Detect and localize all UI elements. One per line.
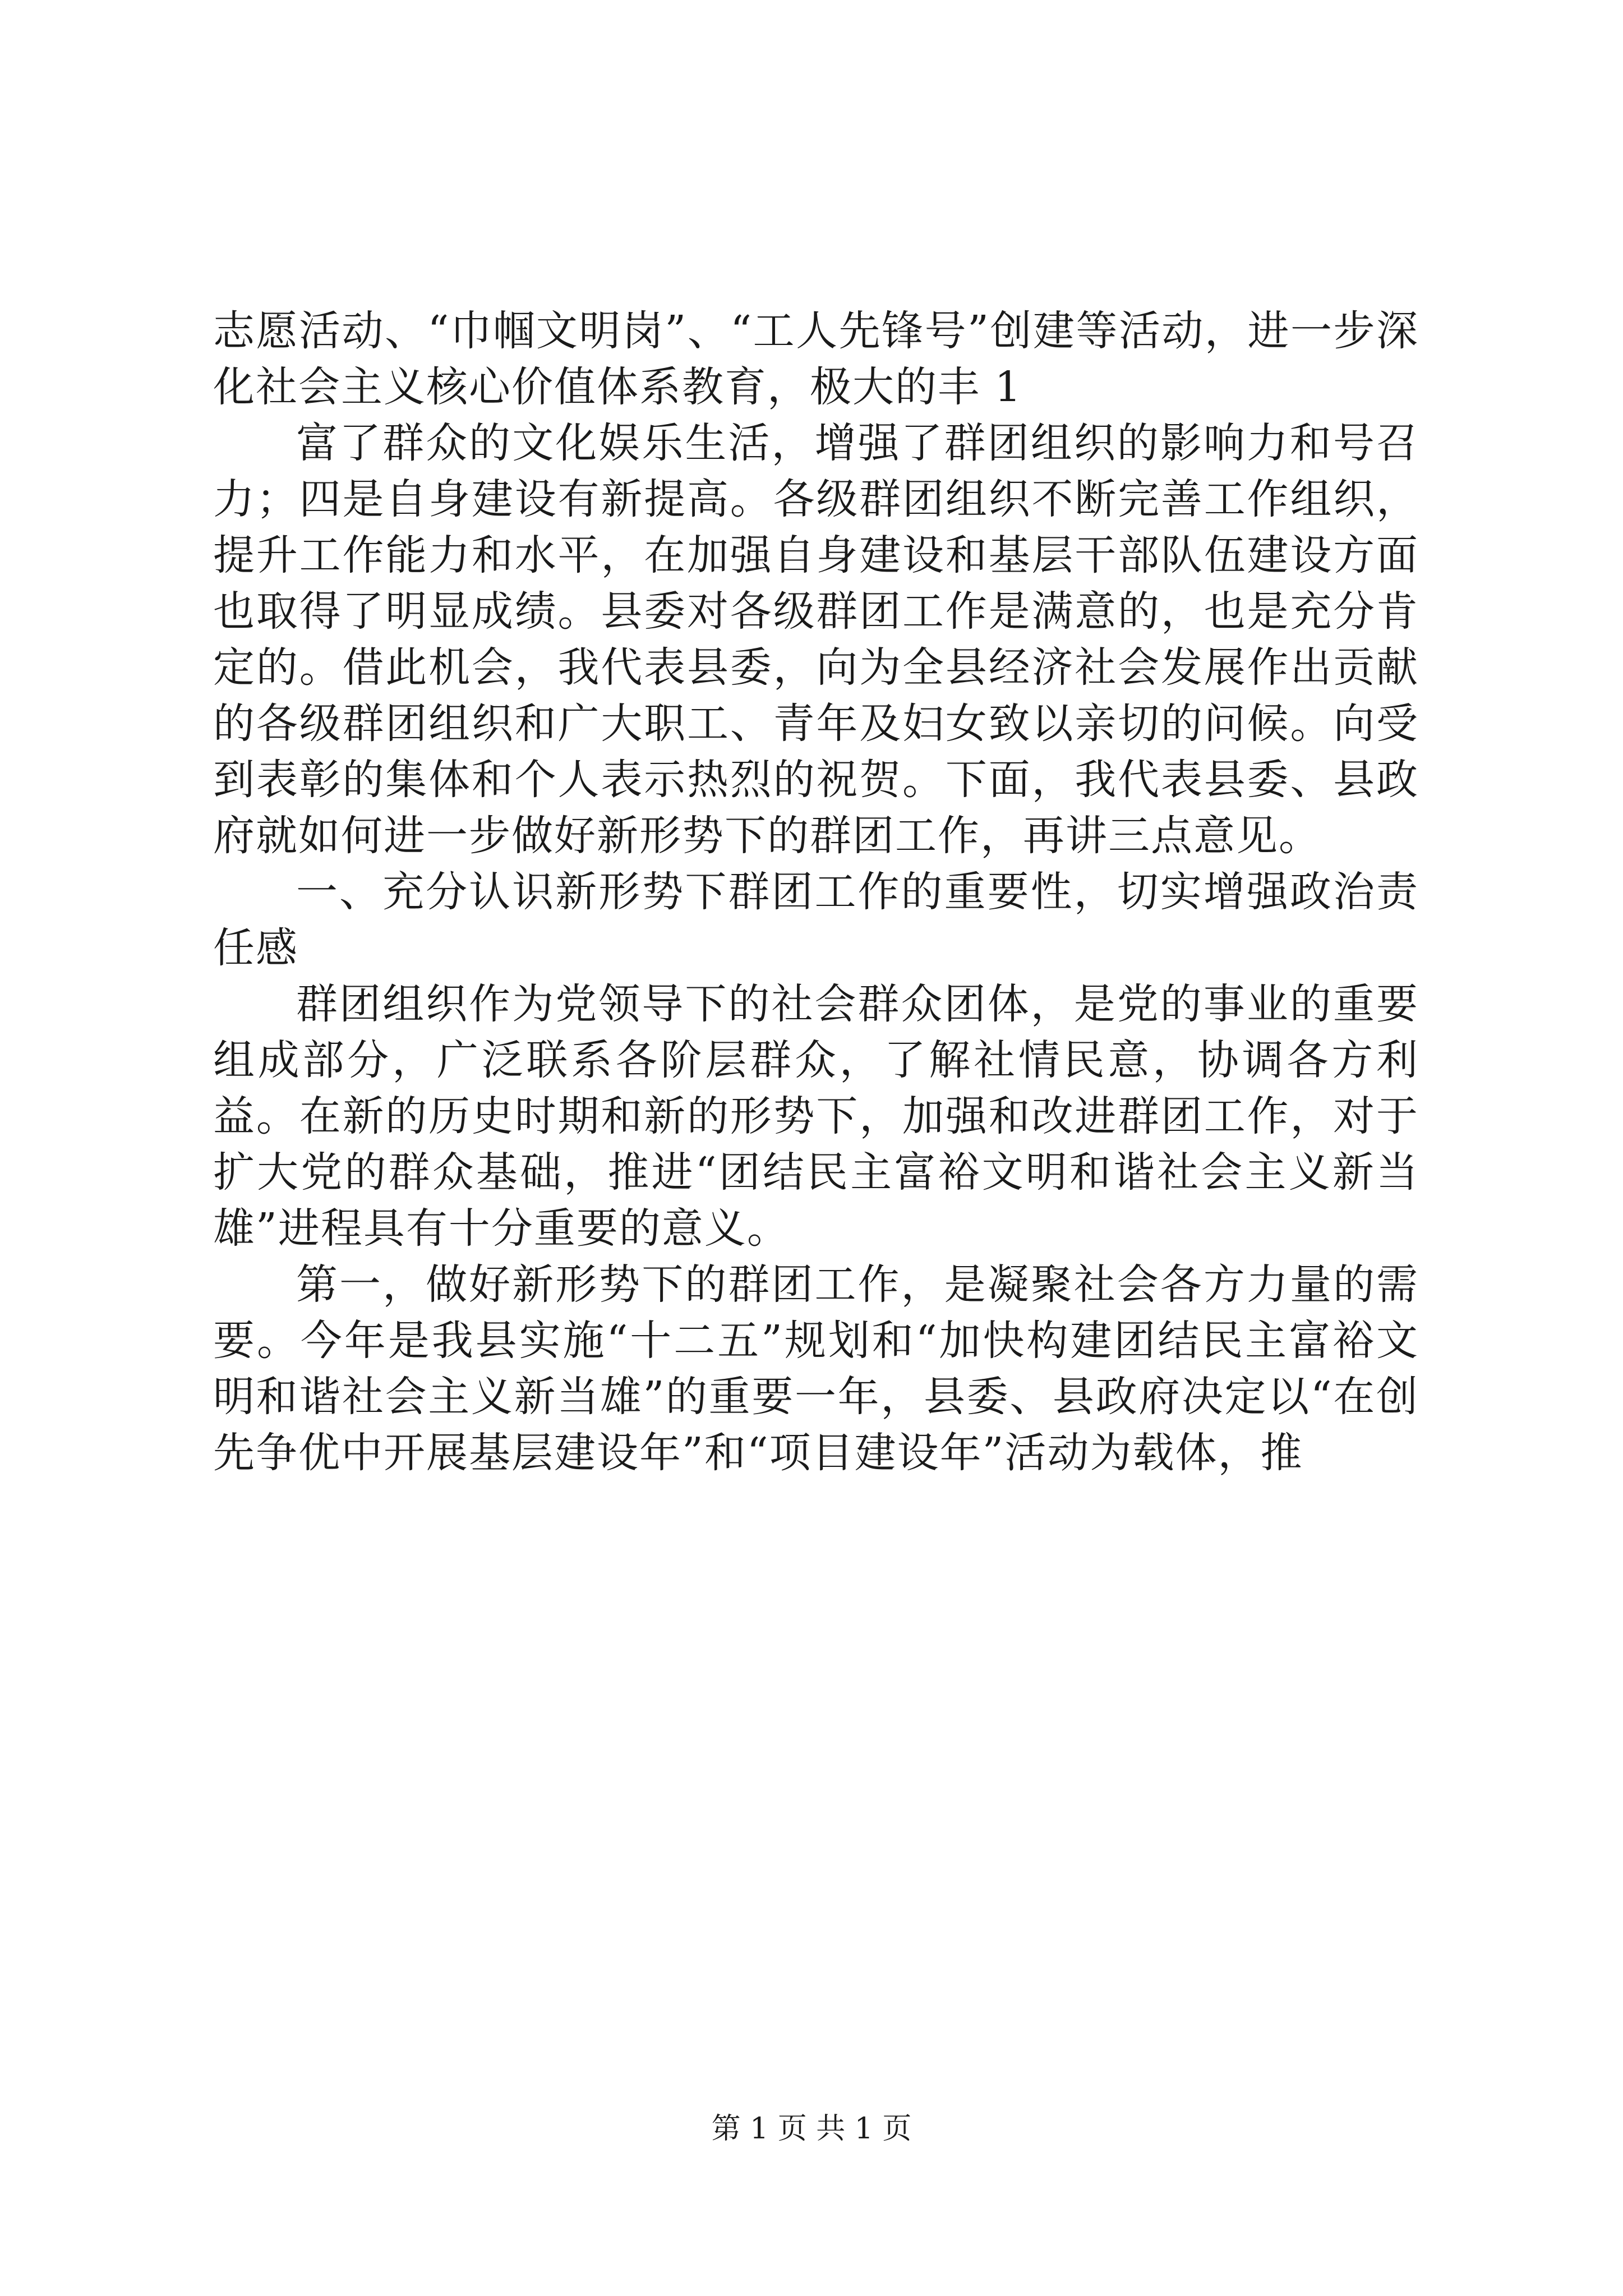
paragraph-1: 志愿活动、“巾帼文明岗”、“工人先锋号”创建等活动，进一步深化社会主义核心价值体系教育，极大的丰 1 bbox=[213, 307, 1419, 411]
paragraph-4: 第一，做好新形势下的群团工作，是凝聚社会各方力量的需要。今年是我县实施“十二五”规划和“加快构建团结民主富裕文明和谐社会主义新当雄”的重要一年，县委、县政府决定以“在创先争优中开展基层建设年”和“项目建设年”活动为载体，推 bbox=[213, 1260, 1419, 1477]
section-heading-1: 一、充分认识新形势下群团工作的重要性，切实增强政治责任感 bbox=[213, 868, 1419, 972]
page-footer: 第 1 页 共 1 页 bbox=[711, 2112, 912, 2146]
paragraph-2: 富了群众的文化娱乐生活，增强了群团组织的影响力和号召力；四是自身建设有新提高。各级群团组织不断完善工作组织，提升工作能力和水平，在加强自身建设和基层干部队伍建设方面也取得了明显成绩。县委对各级群团工作是满意的，也是充分肯定的。借此机会，我代表县委，向为全县经济社会发展作出贡献的各级群团组织和广大职工、青年及妇女致以亲切的问候。向受到表彰的集体和个人表示热烈的祝贺。下面，我代表县委、县政府就如何进一步做好新形势下的群团工作，再讲三点意见。 bbox=[213, 419, 1419, 860]
paragraph-3: 群团组织作为党领导下的社会群众团体，是党的事业的重要组成部分，广泛联系各阶层群众，了解社情民意，协调各方利益。在新的历史时期和新的形势下，加强和改进群团工作，对于扩大党的群众基础，推进“团结民主富裕文明和谐社会主义新当雄”进程具有十分重要的意义。 bbox=[213, 980, 1419, 1253]
document-body bbox=[213, 303, 1419, 1481]
